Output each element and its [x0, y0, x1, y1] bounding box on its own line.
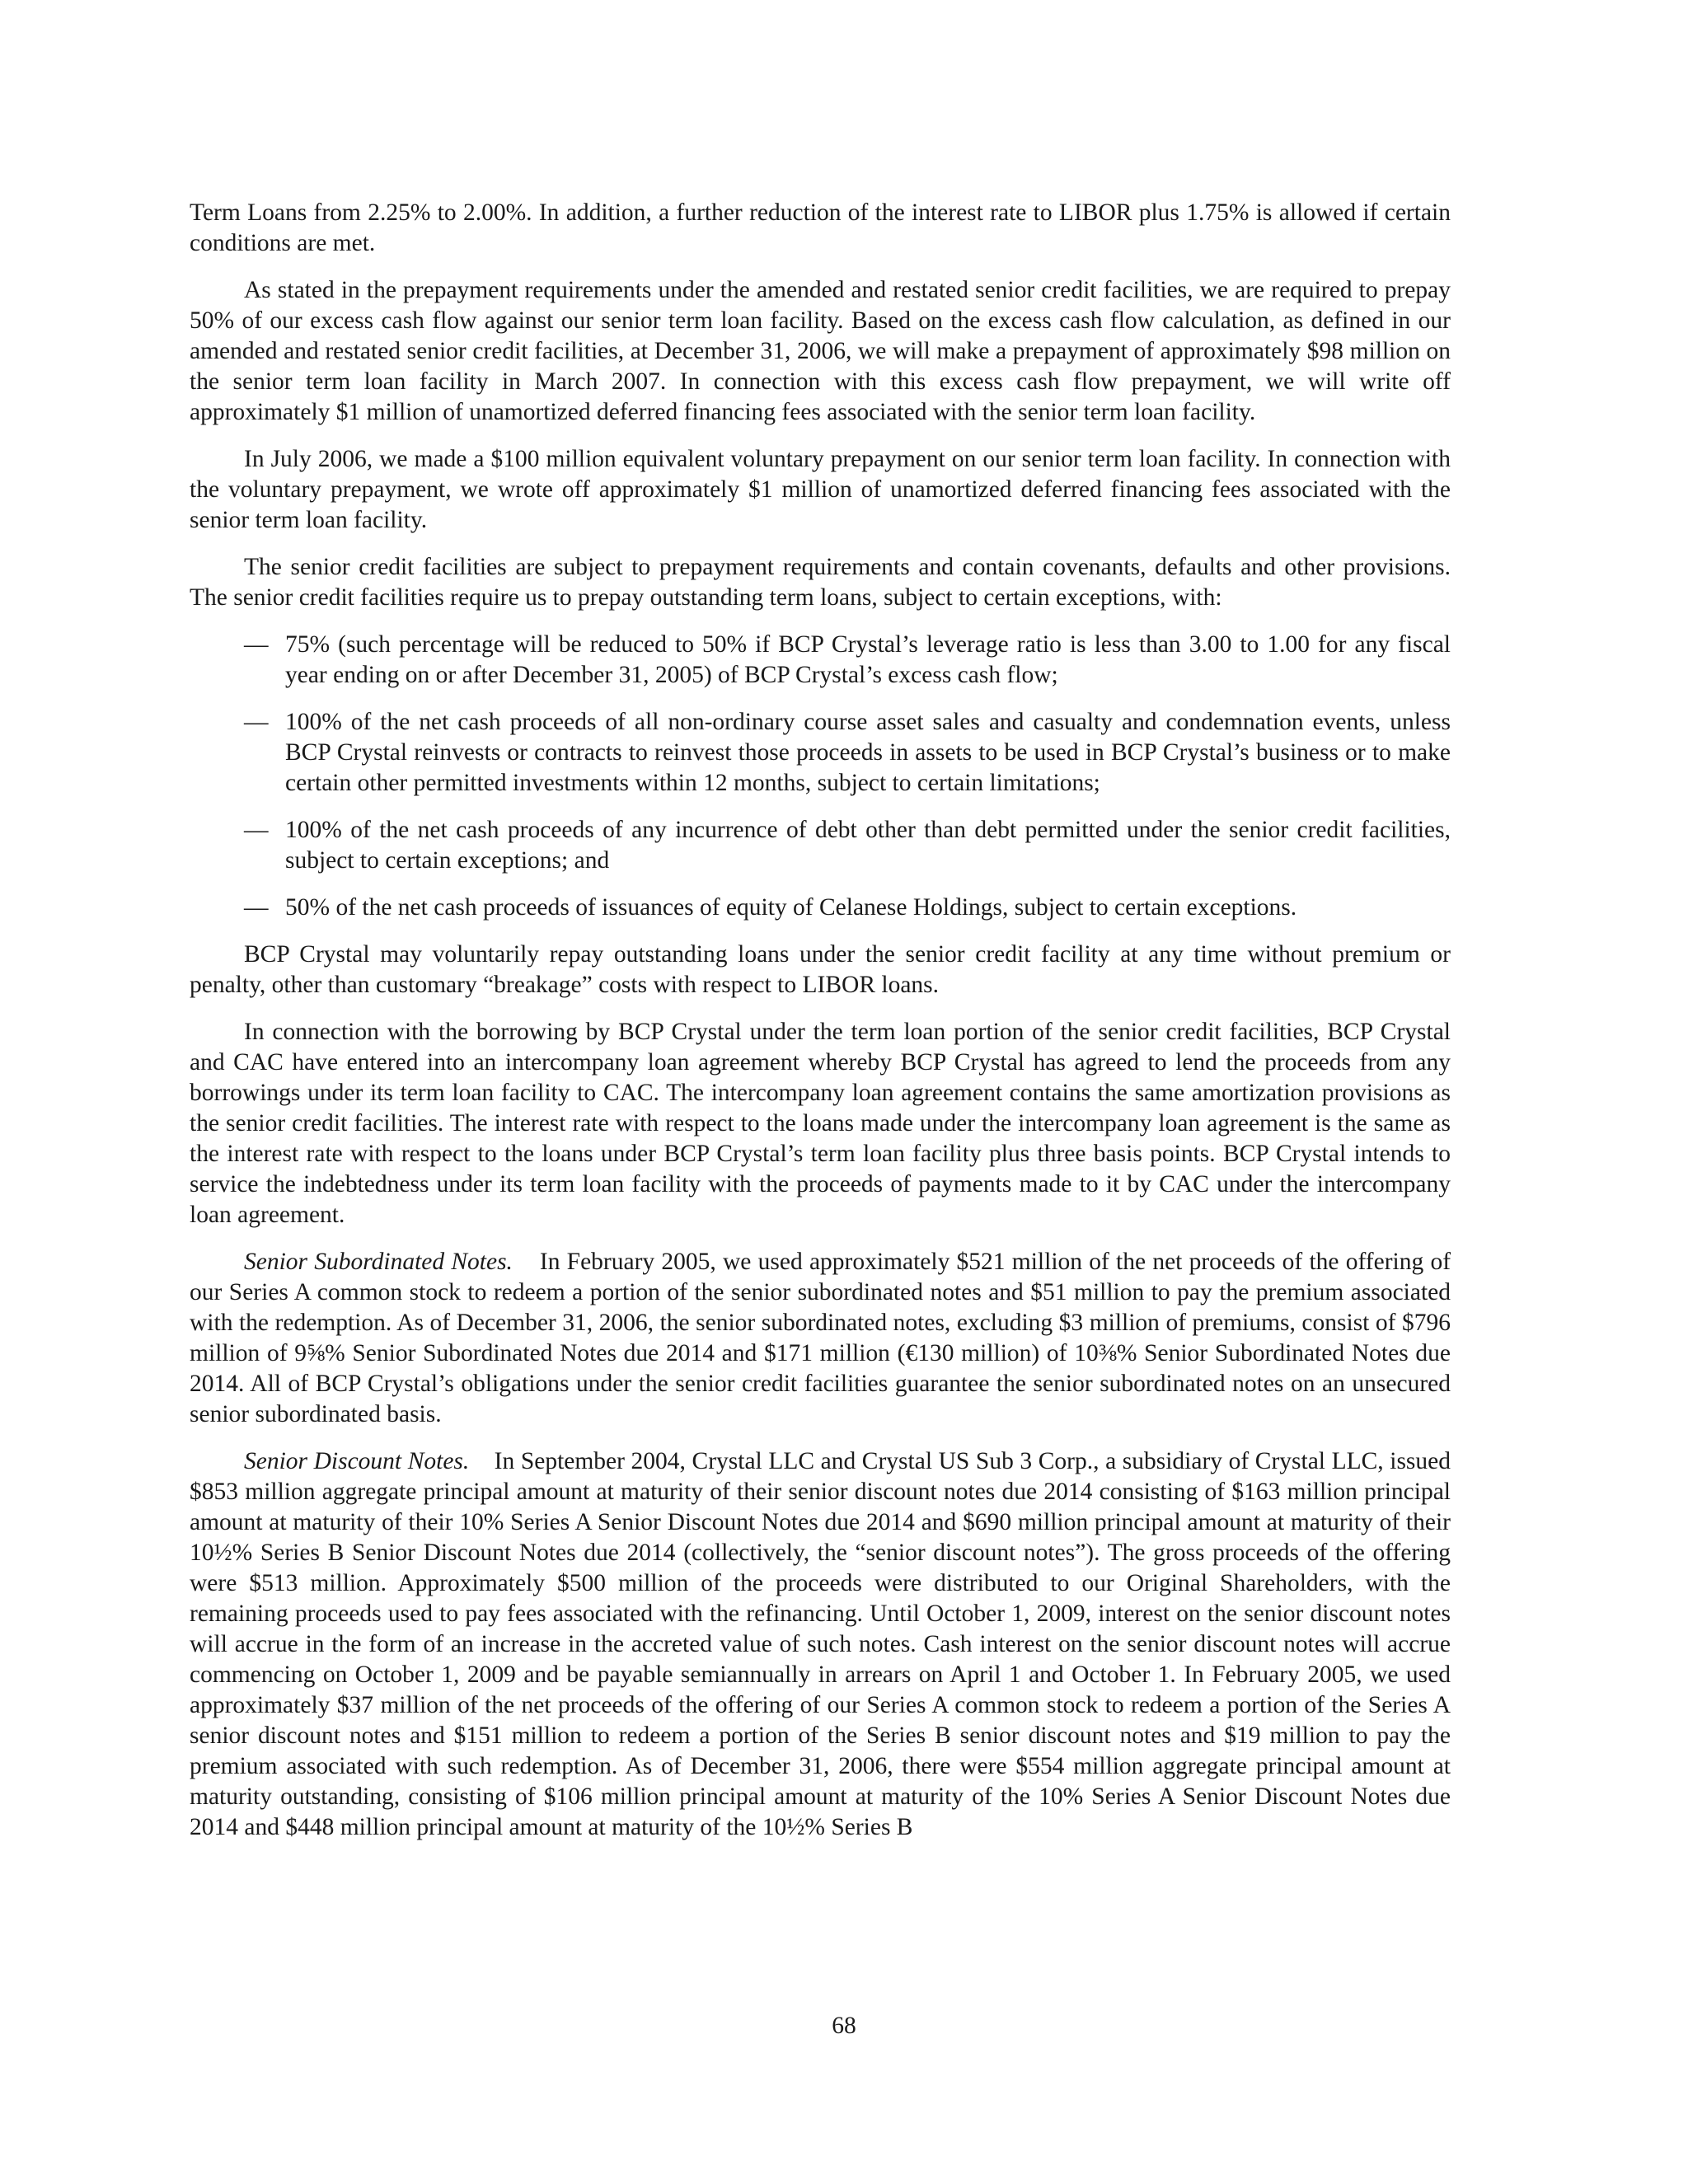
list-item [190, 707, 1451, 799]
paragraph-body: In September 2004, Crystal LLC and Crystal US Sub 3 Corp., a subsidiary of Crystal LLC, issued $853 million aggregate principal amount at maturity of their senior discount notes due 2014 consisting of $163 million principal amount at maturity of their 10% Series A Senior Discount Notes due 2014 and $690 million principal amount at maturity of their 10½% Series B Senior Discount Notes due 2014 (collectively, the “senior discount notes”). The gross proceeds of the offering were $513 million. Approximately $500 million of the proceeds were distributed to our Original Shareholders, with the remaining proceeds used to pay fees associated with the refinancing. Until October 1, 2009, interest on the senior discount notes will accrue in the form of an increase in the accreted value of such notes. Cash interest on the senior discount notes will accrue commencing on October 1, 2009 and be payable semiannually in arrears on April 1 and October 1. In February 2005, we used approximately $37 million of the net proceeds of the offering of our Series A common stock to redeem a portion of the Series A senior discount notes and $151 million to redeem a portion of the Series B senior discount notes and $19 million to pay the premium associated with such redemption. As of December 31, 2006, there were $554 million aggregate principal amount at maturity outstanding, consisting of $106 million principal amount at maturity of the 10% Series A Senior Discount Notes due 2014 and $448 million principal amount at maturity of the 10½% Series B [190, 1448, 1451, 1840]
page-number: 68 [832, 2013, 856, 2039]
paragraph-voluntary-prepayment: In July 2006, we made a $100 million equivalent voluntary prepayment on our senior term loan facility. In connection with the voluntary prepayment, we wrote off approximately $1 million of unamortized deferred financing fees associated with the senior term loan facility. [190, 446, 1451, 533]
paragraph-voluntary-repay: BCP Crystal may voluntarily repay outstanding loans under the senior credit facility at any time without premium or penalty, other than customary “breakage” costs with respect to LIBOR loans. [190, 941, 1451, 998]
bullet-text: 50% of the net cash proceeds of issuances of equity of Celanese Holdings, subject to certain exceptions. [285, 894, 1297, 921]
bullet-text: 100% of the net cash proceeds of any incurrence of debt other than debt permitted under the senior credit facilities, subject to certain exceptions; and [285, 817, 1451, 874]
paragraph-excess-cash-flow: As stated in the prepayment requirements under the amended and restated senior credit facilities, we are required to prepay 50% of our excess cash flow against our senior term loan facility. Based on the excess cash flow calculation, as defined in our amended and restated senior credit facilities, at December 31, 2006, we will make a prepayment of approximately $98 million on the senior term loan facility in March 2007. In connection with this excess cash flow prepayment, we will write off approximately $1 million of unamortized deferred financing fees associated with the senior term loan facility. [190, 277, 1451, 425]
bullet-dash: — [244, 709, 269, 735]
paragraph-senior-discount-notes [190, 1446, 1451, 1843]
section-heading-senior-discount-notes: Senior Discount Notes. [244, 1448, 470, 1474]
paragraph-body: In February 2005, we used approximately $521 million of the net proceeds of the offering of our Series A common stock to redeem a portion of the senior subordinated notes and $51 million to pay the premium associated with the redemption. As of December 31, 2006, the senior subordinated notes, excluding $3 million of premiums, consist of $796 million of 9⅝% Senior Subordinated Notes due 2014 and $171 million (€130 million) of 10⅜% Senior Subordinated Notes due 2014. All of BCP Crystal’s obligations under the senior credit facilities guarantee the senior subordinated notes on an unsecured senior subordinated basis. [190, 1249, 1451, 1427]
bullet-dash: — [244, 817, 269, 843]
list-item [190, 630, 1451, 691]
section-heading-senior-subordinated-notes: Senior Subordinated Notes. [244, 1249, 513, 1275]
document-page [190, 198, 1451, 1859]
paragraph-prepayment-requirements: The senior credit facilities are subject to prepayment requirements and contain covenants, defaults and other provisions. The senior credit facilities require us to prepay outstanding term loans, subject to certain exceptions, with: [190, 554, 1451, 611]
bullet-dash: — [244, 631, 269, 658]
bullet-text: 75% (such percentage will be reduced to 50% if BCP Crystal’s leverage ratio is less than 3.00 to 1.00 for any fiscal year ending on or after December 31, 2005) of BCP Crystal’s excess cash flow; [285, 631, 1451, 688]
paragraph-intercompany-loan: In connection with the borrowing by BCP Crystal under the term loan portion of the senior credit facilities, BCP Crystal and CAC have entered into an intercompany loan agreement whereby BCP Crystal has agreed to lend the proceeds from any borrowings under its term loan facility to CAC. The intercompany loan agreement contains the same amortization provisions as the senior credit facilities. The interest rate with respect to the loans made under the intercompany loan agreement is the same as the interest rate with respect to the loans under BCP Crystal’s term loan facility plus three basis points. BCP Crystal intends to service the indebtedness under its term loan facility with the proceeds of payments made to it by CAC under the intercompany loan agreement. [190, 1019, 1451, 1228]
bullet-text: 100% of the net cash proceeds of all non-ordinary course asset sales and casualty and condemnation events, unless BCP Crystal reinvests or contracts to reinvest those proceeds in assets to be used in BCP Crystal’s business or to make certain other permitted investments within 12 months, subject to certain limitations; [285, 709, 1451, 796]
list-item [190, 815, 1451, 876]
paragraph-senior-subordinated-notes [190, 1247, 1451, 1430]
paragraph-term-loans: Term Loans from 2.25% to 2.00%. In addition, a further reduction of the interest rate to LIBOR plus 1.75% is allowed if certain conditions are met. [190, 199, 1451, 256]
bullet-dash: — [244, 894, 269, 921]
list-item [190, 893, 1451, 923]
